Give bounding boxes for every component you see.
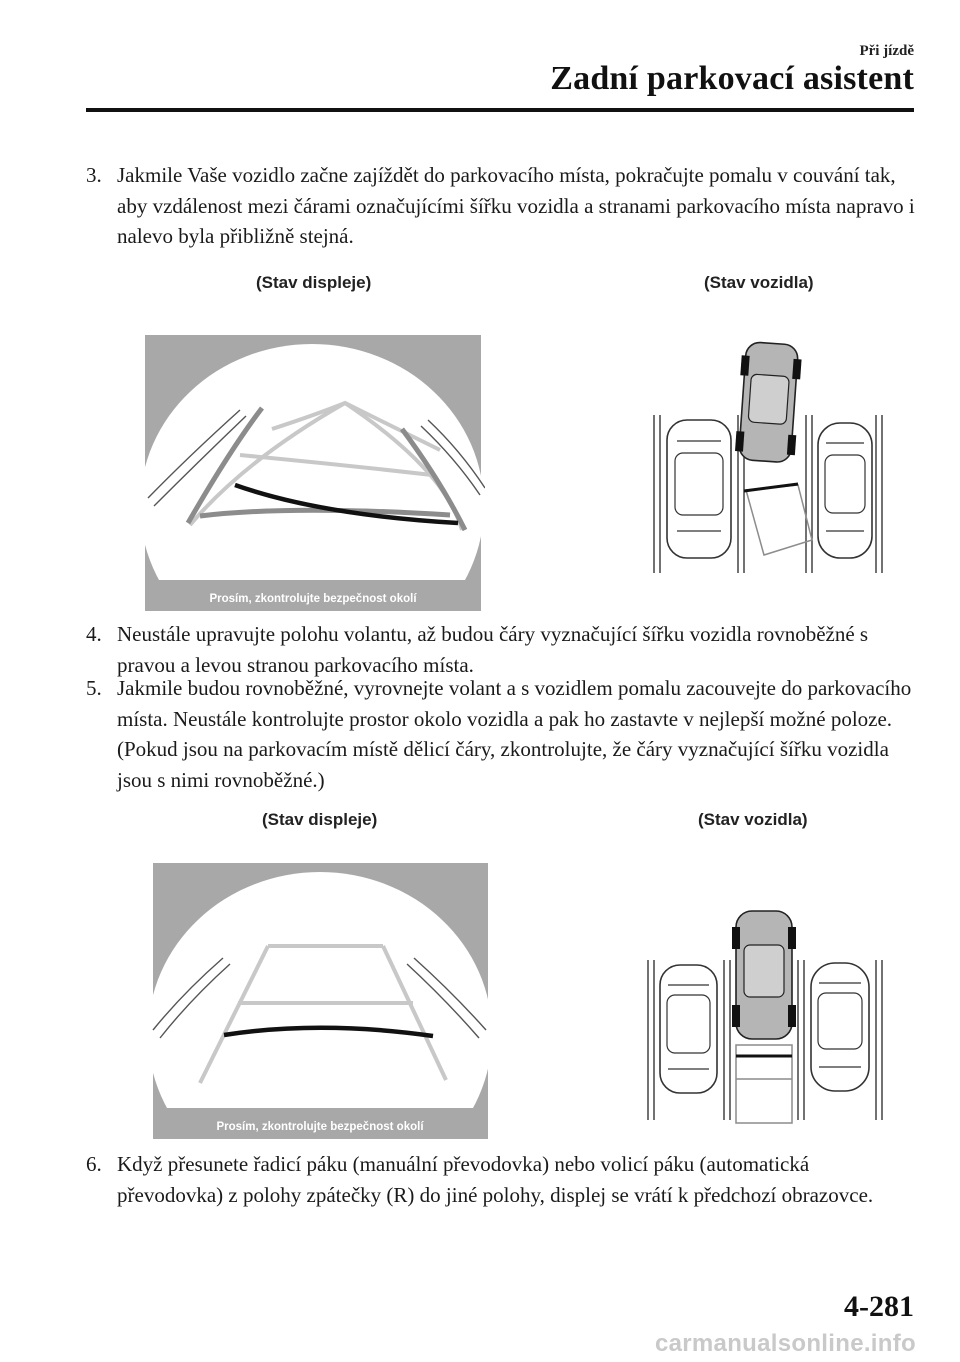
rear-camera-screen (140, 330, 485, 613)
step-number: 6. (86, 1152, 102, 1176)
screen-caption: Prosím, zkontrolujte bezpečnost okolí (216, 1121, 424, 1133)
rear-camera-screen (148, 858, 490, 1141)
instruction-step-3 (86, 160, 916, 252)
header-divider (86, 108, 914, 112)
guide-box (746, 485, 812, 555)
instruction-step-6 (86, 1149, 916, 1210)
distance-reference-line (744, 484, 798, 491)
screen-caption: Prosím, zkontrolujte bezpečnost okolí (209, 593, 417, 605)
step-text: Jakmile Vaše vozidlo začne zajíždět do parkovacího místa, pokračujte pomalu v couvání tak, aby vzdálenost mezi čárami označujícími šířku vozidla a stranami parkovacího místa napravo i nalevo byla přibližně stejná. (117, 163, 915, 248)
display-state-label: (Stav displeje) (256, 273, 372, 292)
step-text: Jakmile budou rovnoběžné, vyrovnejte volant a s vozidlem pomalu zacouvejte do parkovacího místa. Neustále kontrolujte prostor okolo vozidla a pak ho zastavte v nejlepší možné poloze. (Pokud jsou na parkovacím místě dělicí čáry, zkontrolujte, že čáry vyznačující šířku vozidla jsou s nimi rovnoběžné.) (117, 676, 912, 792)
parked-car-left (667, 420, 731, 558)
watermark: carmanualsonline.info (654, 1330, 916, 1357)
reversing-car (732, 911, 796, 1039)
vehicle-state-label: (Stav vozidla) (698, 810, 808, 829)
reversing-car (734, 341, 802, 463)
step-number: 3. (86, 163, 102, 187)
instruction-step-4 (86, 619, 916, 680)
step-number: 4. (86, 622, 102, 646)
page-title: Zadní parkovací asistent (550, 60, 914, 97)
section-label: Při jízdě (859, 43, 914, 59)
step-number: 5. (86, 676, 102, 700)
vehicle-position-diagram (640, 905, 890, 1125)
parked-car-right (818, 423, 872, 558)
step-text: Když přesunete řadicí páku (manuální převodovka) nebo volicí páku (automatická převodovka) z polohy zpátečky (R) do jiné polohy, displej se vrátí k předchozí obrazovce. (117, 1152, 874, 1207)
page-number: 4-281 (844, 1290, 914, 1323)
display-state-label: (Stav displeje) (262, 810, 378, 829)
vehicle-state-label: (Stav vozidla) (704, 273, 814, 292)
vehicle-position-diagram (640, 335, 890, 575)
parked-car-right (811, 963, 869, 1091)
step-text: Neustále upravujte polohu volantu, až budou čáry vyznačující šířku vozidla rovnoběžné s pravou a levou stranou parkovacího místa. (117, 622, 869, 677)
parked-car-left (660, 965, 717, 1093)
instruction-step-5 (86, 673, 916, 795)
